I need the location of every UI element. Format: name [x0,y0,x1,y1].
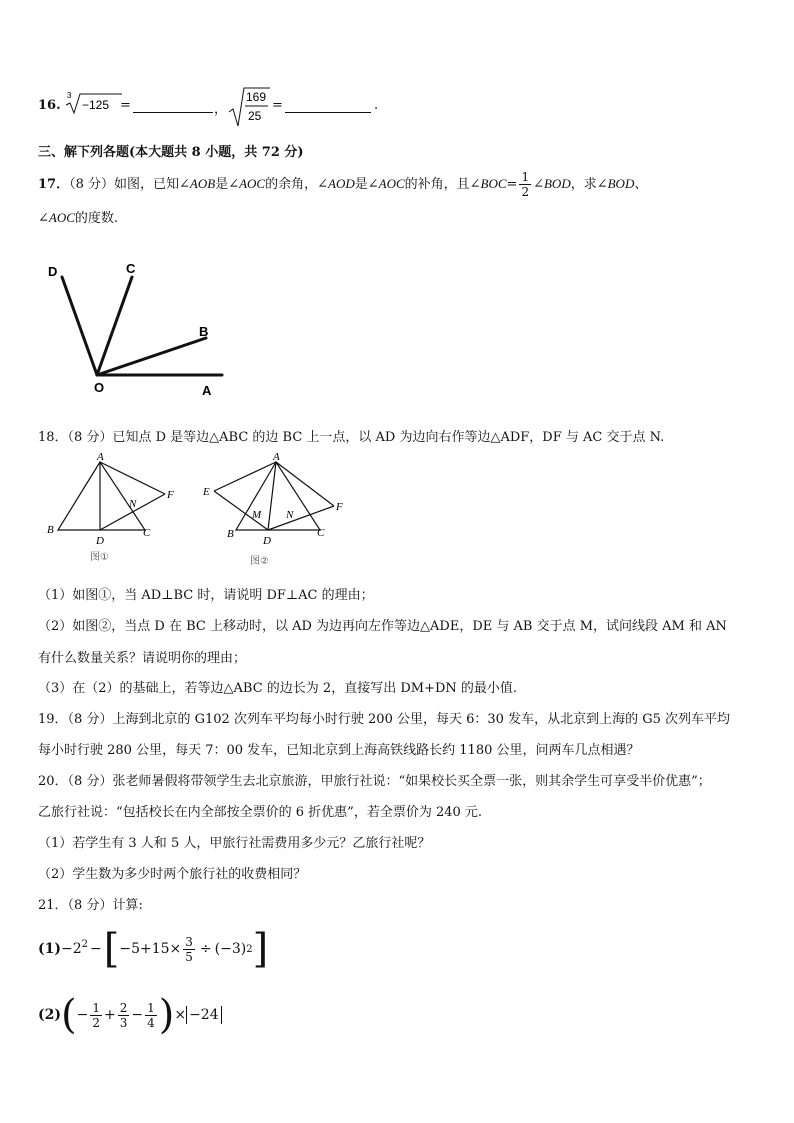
fig2-label-d: D [263,535,271,547]
q19-line2: 每小时行驶 280 公里，每天 7：00 发车，已知北京到上海高铁线路长约 1180 公里，问两车几点相遇？ [38,743,640,758]
expr2-right-paren: ) [158,992,175,1038]
q17-line1 [38,170,647,199]
q17-text-c: 的余角，∠ [265,177,328,192]
segment-ae-2 [214,462,276,491]
cube-root-sign [64,88,124,118]
segment-af-1 [100,462,165,494]
expr2-f1-num: 1 [92,1000,100,1015]
segment-af-2 [276,462,334,506]
q17-line2-a: ∠ [38,211,49,226]
expr1-term-a: −2 [61,941,82,957]
expr2-plus: + [103,1007,116,1023]
expr1-term-a-exponent: 2 [81,938,89,950]
expr2-fraction-2 [118,1001,130,1030]
angle-aoc-2: AOC [378,176,405,191]
expr2-f3-den: 4 [147,1015,155,1030]
sqrt-numerator: 169 [246,90,267,104]
expr1-frac-num: 3 [185,934,193,949]
fig2-label-n: N [286,509,294,521]
q16-sep: ， [214,102,228,117]
q16-eq2: = [272,98,283,113]
segment-ad-2 [268,462,276,530]
fig1-label-d: D [96,535,104,547]
sqrt-denominator: 25 [248,109,262,123]
q18-part3: （3）在（2）的基础上，若等边△ABC 的边长为 2，直接写出 DM+DN 的最小值. [38,681,518,696]
expr2-fraction-3 [145,1001,157,1030]
label-b: B [199,324,209,339]
expr1-inner: −5+15× [119,941,182,957]
q17-text-b: 是∠ [215,177,240,192]
expr2-f2-num: 2 [119,1000,128,1015]
q17-score: （8 分） [69,177,114,192]
angle-bod: BOD [543,176,571,191]
ray-oc [97,277,132,375]
half-den: 2 [521,185,530,199]
q18-part2-line2: 有什么数量关系？请说明你的理由； [38,651,247,666]
q16-number: 16. [38,98,61,113]
q17-line2 [38,207,118,226]
q16-end: . [374,98,379,113]
q21-line1: 21．（8 分）计算: [38,898,143,913]
q16-blank2 [285,112,371,113]
q16-eq1: = [120,98,131,113]
expr2-f2-den: 3 [119,1015,128,1030]
q17-line2-b: 的度数. [74,211,119,226]
q20-line2: 乙旅行社说：“包括校长在内全部按全票价的 6 折优惠”，若全票价为 240 元. [38,805,483,820]
cbrt-index: 3 [67,91,72,100]
q17-text-a: 如图，已知∠ [114,177,190,192]
angle-boc: BOC [480,176,507,191]
angle-bod-2: BOD [607,176,635,191]
square-root-sign [228,84,272,128]
expr1-right-bracket: ] [252,926,269,972]
label-c: C [126,261,136,276]
fig2-label-a: A [273,451,280,463]
q20-line1: 20．（8 分）张老师暑假将带领学生去北京旅游，甲旅行社说：“如果校长买全票一张，则其余学生可享受半价优惠”； [38,774,711,789]
q19-line1: 19．（8 分）上海到北京的 G102 次列车平均每小时行驶 200 公里，每天 6：30 发车，从北京到上海的 G5 次列车平均 [38,712,730,727]
angle-aob: AOB [189,176,216,191]
fig2-label-b: B [227,528,234,540]
q18-part2-line1: （2）如图②，当点 D 在 BC 上移动时，以 AD 为边再向左作等边△ADE，DE 与 AB 交于点 M，试问线段 AM 和 AN [38,619,727,634]
q21-expr1 [38,924,268,974]
fig1-caption: 图① [90,552,109,563]
q17-eq: = [506,177,518,192]
expr1-frac-den: 5 [185,949,193,964]
fig2-label-f: F [336,501,343,513]
q17-text-e: 的补角，且∠ [404,177,481,192]
q18-figure-1 [40,450,190,570]
cbrt-radicand: −125 [82,98,110,112]
expr1-minus: − [90,941,102,957]
q17-text-g: ，求∠ [570,177,608,192]
expr2-minus: − [76,1007,89,1023]
triangle-abc-1 [58,462,145,530]
q16-blank1 [133,112,213,113]
fig2-label-m: M [252,509,262,521]
angle-aoc-3: AOC [48,210,75,225]
expr2-f3-num: 1 [147,1000,155,1015]
q17-number: 17． [38,177,70,192]
section-title: 三、解下列各题(本大题共 8 小题，共 72 分) [38,145,304,160]
expr1-paren: (−3) [214,941,247,957]
half-num: 1 [521,170,530,184]
q17-text-h: 、 [634,177,648,192]
q16-sqrt [228,84,272,132]
expr1-fraction [183,935,195,964]
fig2-label-c: C [317,527,325,539]
label-d: D [48,264,58,279]
fig2-caption: 图② [250,556,269,567]
expr2-fraction-1 [90,1001,102,1030]
q17-text-d: 是∠ [354,177,379,192]
ray-od [62,277,97,375]
ray-ob [97,338,206,375]
q20-part1: （1）若学生有 3 人和 5 人，甲旅行社需费用多少元？乙旅行社呢？ [38,836,431,851]
q18-figure-2 [198,450,358,570]
fig1-label-c: C [143,527,151,539]
fig1-label-f: F [167,489,174,501]
expr1-divide: ÷ [199,941,212,957]
q17-figure [40,255,240,405]
q17-text-f: ∠ [533,177,544,192]
expr2-absolute-value: −24 [186,1006,222,1024]
q18-line1: 18．（8 分）已知点 D 是等边△ABC 的边 BC 上一点，以 AD 为边向右作等边△ADF，DF 与 AC 交于点 N. [38,430,665,445]
expr2-left-paren: ( [61,992,77,1038]
q18-part1: （1）如图①，当 AD⊥BC 时，请说明 DF⊥AC 的理由； [38,588,374,603]
half-fraction [519,170,531,199]
expr2-f1-den: 2 [92,1015,100,1030]
expr1-left-bracket: [ [103,926,120,972]
angle-aoc: AOC [239,176,266,191]
expr2-label: (2) [38,1007,61,1023]
fig1-label-a: A [97,451,104,463]
fig1-label-b: B [47,524,54,536]
expr1-paren-exponent: 2 [246,943,253,955]
expr1-label: (1) [38,941,61,957]
fig1-label-n: N [129,498,137,510]
expr2-minus-2: − [131,1007,144,1023]
expr2-times: × [174,1007,187,1023]
triangle-abc-2 [236,462,320,530]
fig2-label-e: E [203,486,210,498]
angle-aod: AOD [328,176,355,191]
q16-cbrt [64,88,124,118]
q21-expr2 [38,990,222,1040]
q20-part2: （2）学生数为多少时两个旅行社的收费相同？ [38,867,307,882]
label-a: A [202,383,212,398]
label-o: O [94,380,105,395]
